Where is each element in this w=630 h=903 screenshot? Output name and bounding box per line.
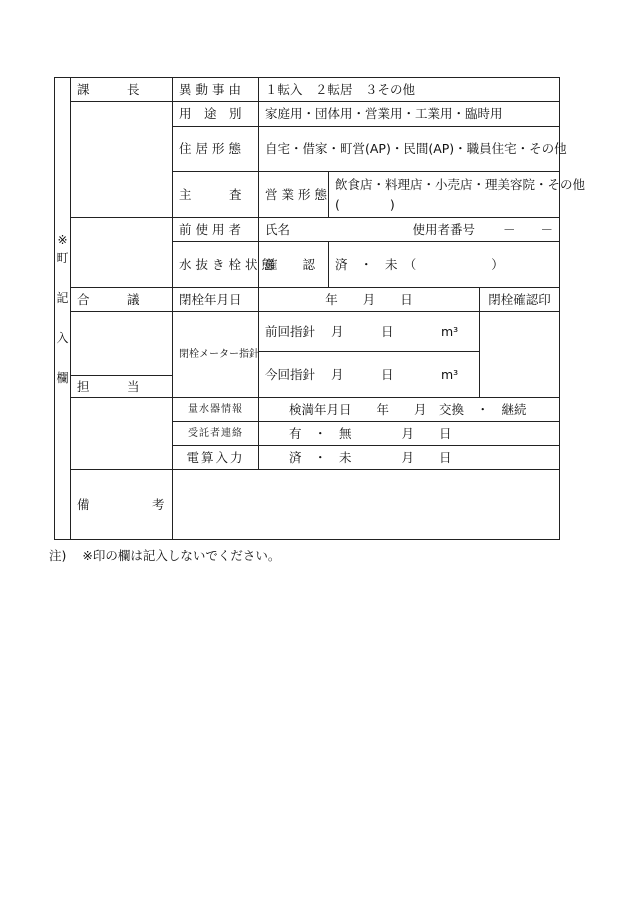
biko-area[interactable]	[173, 470, 560, 540]
biko-label: 備 考	[71, 470, 173, 540]
tanto-stamp-area[interactable]	[71, 398, 173, 470]
meter-label: 閉栓メーター指針	[173, 312, 259, 398]
meter-curr-row[interactable]	[259, 352, 480, 398]
meter-curr-date: 月 日	[331, 366, 394, 382]
side-label-mark: ※	[57, 232, 68, 247]
kacho-stamp-area[interactable]	[71, 102, 173, 218]
ido-jiyu-value[interactable]: １転入 ２転居 ３その他	[259, 78, 560, 102]
tanto-label: 担 当	[71, 376, 173, 398]
side-label-char: 記	[56, 290, 69, 305]
mizunuki-confirm-label: 確 認	[259, 242, 329, 288]
yoto-value[interactable]: 家庭用・団体用・営業用・工業用・臨時用	[259, 102, 560, 127]
jukyo-label: 住居形態	[173, 127, 259, 172]
gougi-label: 合 議	[71, 288, 173, 312]
footnote-prefix: 注)	[49, 548, 67, 563]
mizunuki-label: 水抜き栓状態	[173, 242, 259, 288]
ido-jiyu-label: 異動事由	[173, 78, 259, 102]
municipal-form-table	[54, 77, 586, 540]
side-label-char: 欄	[56, 370, 69, 385]
footnote	[49, 546, 280, 564]
side-label-char: 入	[56, 330, 69, 345]
heisen-date-value[interactable]: 年 月 日	[259, 288, 480, 312]
meter-prev-unit: m³	[441, 323, 459, 339]
footnote-text: ※印の欄は記入しないでください。	[82, 548, 281, 563]
heisen-seal-label: 閉栓確認印	[480, 288, 560, 312]
densan-value[interactable]: 済 ・ 未 月 日	[259, 446, 560, 470]
eigyo-other-paren: ( )	[335, 196, 395, 212]
densan-label: 電算入力	[173, 446, 259, 470]
mizunuki-confirm-value[interactable]: 済 ・ 未 （ ）	[329, 242, 560, 288]
side-label-column	[55, 78, 71, 540]
heisen-seal-area[interactable]	[480, 312, 560, 398]
jutaku-label: 受託者連絡	[173, 422, 259, 446]
ryosuiki-label: 量水器情報	[173, 398, 259, 422]
eigyo-value[interactable]	[329, 172, 586, 218]
gougi-stamp-area[interactable]	[71, 312, 173, 376]
heisen-date-label: 閉栓年月日	[173, 288, 259, 312]
jutaku-value[interactable]: 有 ・ 無 月 日	[259, 422, 560, 446]
kacho-label: 課 長	[71, 78, 173, 102]
meter-curr-label: 今回指針	[265, 366, 316, 382]
shusa-stamp-area[interactable]	[71, 218, 173, 288]
mae-shiyosha-name-label: 氏名	[265, 221, 291, 237]
meter-prev-label: 前回指針	[265, 323, 316, 339]
side-label-char: 町	[56, 250, 69, 265]
meter-prev-row[interactable]	[259, 312, 480, 352]
meter-curr-unit: m³	[441, 366, 459, 382]
mae-shiyosha-value[interactable]	[259, 218, 560, 242]
yoto-label: 用 途 別	[173, 102, 259, 127]
meter-prev-date: 月 日	[331, 323, 394, 339]
eigyo-label: 営業形態	[259, 172, 329, 218]
eigyo-options: 飲食店・料理店・小売店・理美容院・その他	[335, 176, 586, 192]
shusa-label: 主 査	[173, 172, 259, 218]
mae-shiyosha-label: 前使用者	[173, 218, 259, 242]
mae-shiyosha-number-label: 使用者番号	[412, 221, 476, 237]
mae-shiyosha-number-value: － －	[503, 221, 554, 237]
jukyo-value[interactable]: 自宅・借家・町営(AP)・民間(AP)・職員住宅・その他	[259, 127, 560, 172]
ryosuiki-value[interactable]: 検満年月日 年 月 交換 ・ 継続	[259, 398, 560, 422]
